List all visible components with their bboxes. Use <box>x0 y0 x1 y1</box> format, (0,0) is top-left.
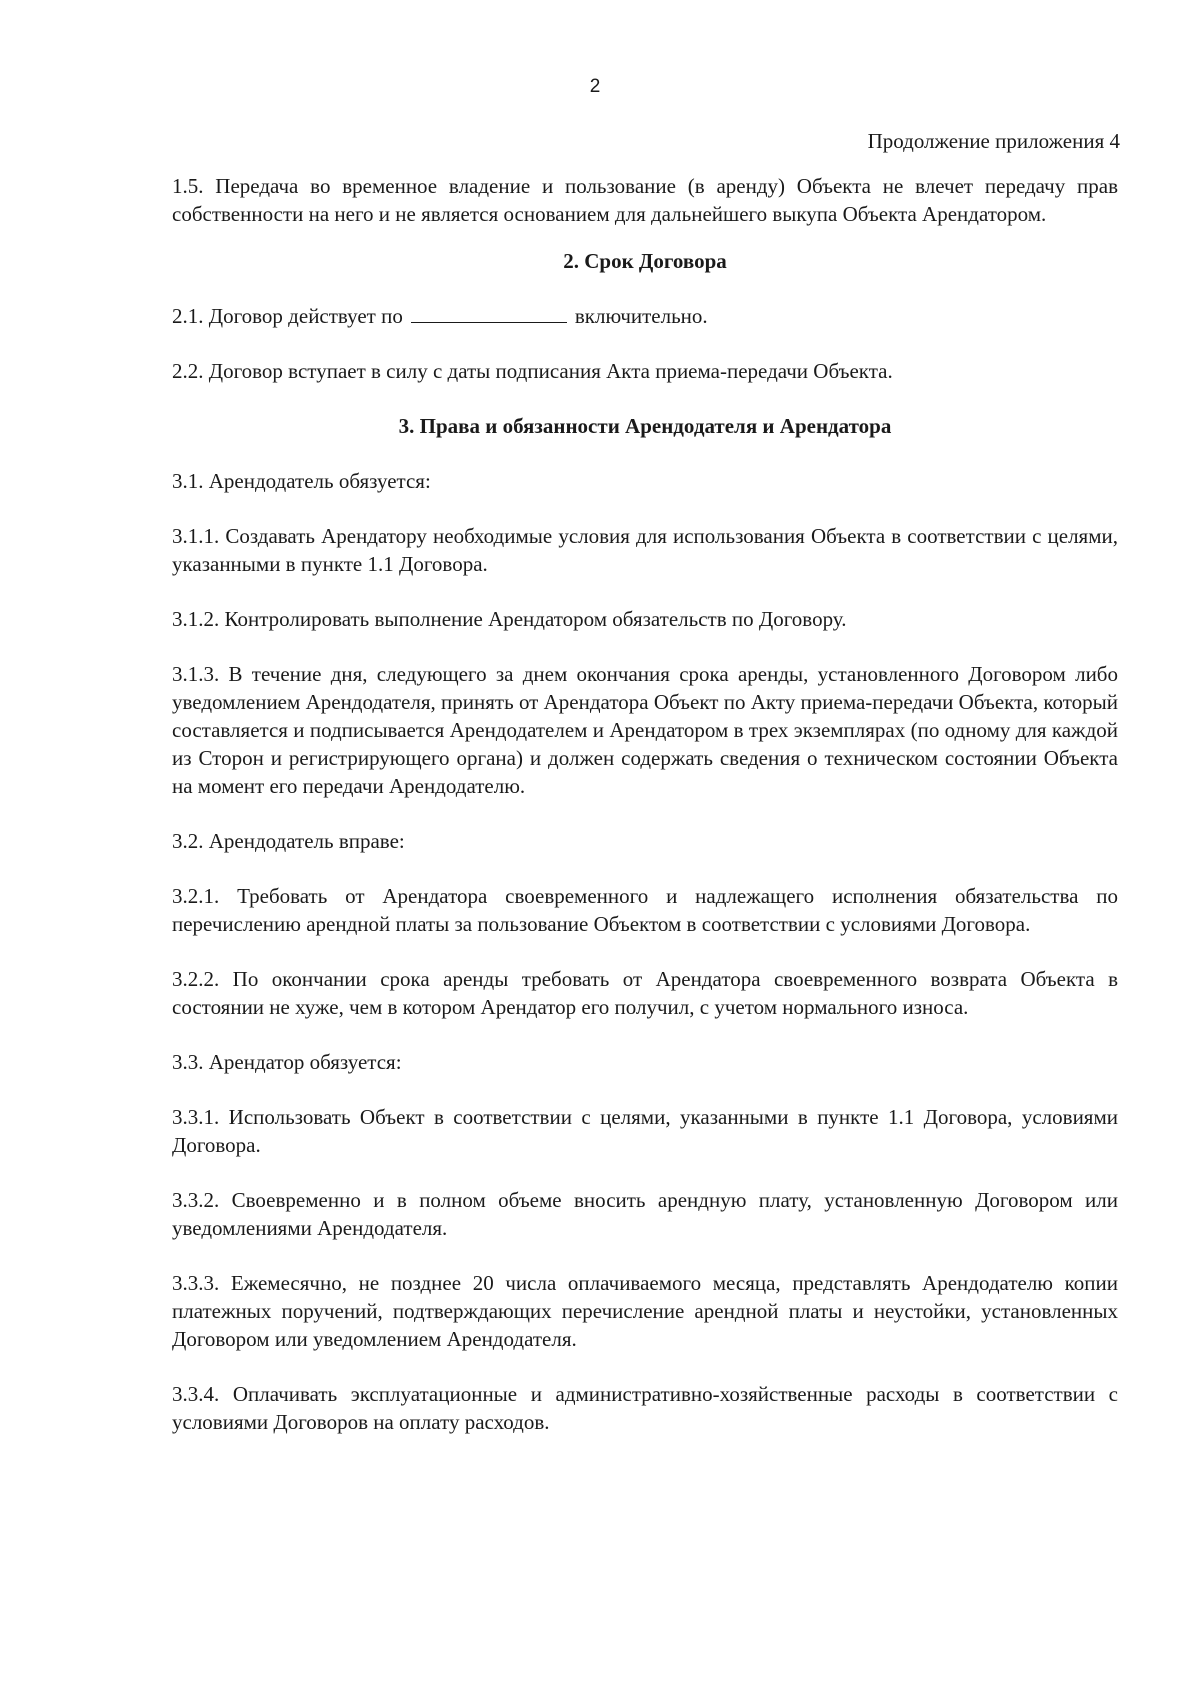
appendix-note: Продолжение приложения 4 <box>867 129 1120 153</box>
clause-3-3-2: 3.3.2. Своевременно и в полном объеме вносить арендную плату, установленную Договором или уведомлениями Арендодателя. <box>172 1188 1118 1240</box>
clause-3-3-3: 3.3.3. Ежемесячно, не позднее 20 числа оплачиваемого месяца, представлять Арендодателю копии платежных поручений, подтверждающих перечисление арендной платы и неустойки, установленных Договором или уведомлением Арендодателя. <box>172 1271 1118 1351</box>
clause-3-1-2: 3.1.2. Контролировать выполнение Арендатором обязательств по Договору. <box>172 607 847 631</box>
clause-3-3-1: 3.3.1. Использовать Объект в соответствии с целями, указанными в пункте 1.1 Договора, условиями Договора. <box>172 1105 1118 1157</box>
clause-3-3-4: 3.3.4. Оплачивать эксплуатационные и административно-хозяйственные расходы в соответствии с условиями Договоров на оплату расходов. <box>172 1382 1118 1434</box>
document-body <box>172 172 1118 1463</box>
clause-3-1-3: 3.1.3. В течение дня, следующего за днем окончания срока аренды, установленного Договором либо уведомлением Арендодателя, принять от Арендатора Объект по Акту приема-передачи Объекта, который составляется и подписывается Арендодателем и Арендатором в трех экземплярах (по одному для каждой из Сторон и регистрирующего органа) и должен содержать сведения о техническом состоянии Объекта на момент его передачи Арендодателю. <box>172 662 1118 798</box>
clause-3-2: 3.2. Арендодатель вправе: <box>172 829 405 853</box>
term-blank-field <box>411 302 567 323</box>
clause-3-1: 3.1. Арендодатель обязуется: <box>172 469 431 493</box>
clause-2-1 <box>172 302 1118 330</box>
clause-1-5: 1.5. Передача во временное владение и пользование (в аренду) Объекта не влечет передачу прав собственности на него и не является основанием для дальнейшего выкупа Объекта Арендатором. <box>172 174 1118 226</box>
clause-3-2-1: 3.2.1. Требовать от Арендатора своевременного и надлежащего исполнения обязательства по перечислению арендной платы за пользование Объектом в соответствии с условиями Договора. <box>172 884 1118 936</box>
section-2-heading: 2. Срок Договора <box>563 249 727 273</box>
page-number: 2 <box>589 76 601 97</box>
clause-2-1-text-before: 2.1. Договор действует по <box>172 304 403 328</box>
clause-3-1-1: 3.1.1. Создавать Арендатору необходимые условия для использования Объекта в соответствии с целями, указанными в пункте 1.1 Договора. <box>172 524 1118 576</box>
clause-2-1-text-after: включительно. <box>574 304 708 328</box>
clause-3-3: 3.3. Арендатор обязуется: <box>172 1050 402 1074</box>
section-3-heading: 3. Права и обязанности Арендодателя и Арендатора <box>398 414 892 438</box>
clause-2-2: 2.2. Договор вступает в силу с даты подписания Акта приема-передачи Объекта. <box>172 359 893 383</box>
clause-3-2-2: 3.2.2. По окончании срока аренды требовать от Арендатора своевременного возврата Объекта в состоянии не хуже, чем в котором Арендатор его получил, с учетом нормального износа. <box>172 967 1118 1019</box>
